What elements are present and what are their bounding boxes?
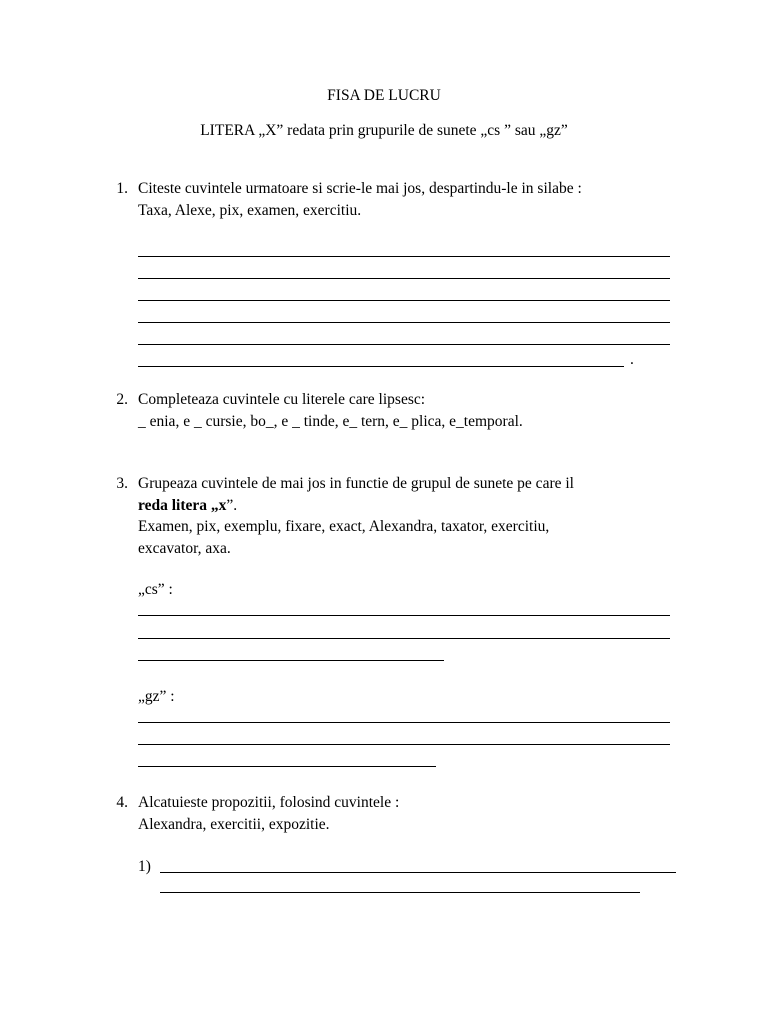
sentence-number: 1): [138, 858, 151, 875]
exercise-4-number: 4.: [116, 794, 128, 811]
exercise-2-number: 2.: [116, 391, 128, 408]
subtitle-prefix: LITERA „: [200, 122, 266, 139]
exercise-4-words: Alexandra, exercitii, expozitie.: [138, 816, 330, 833]
exercise-2-items: _ enia, e _ cursie, bo_, e _ tinde, e_ tern, e_ plica, e_temporal.: [138, 413, 523, 430]
exercise-1-words: Taxa, Alexe, pix, examen, exercitiu.: [138, 202, 362, 219]
answer-line[interactable]: [160, 892, 640, 893]
subtitle-rest: ” redata prin grupurile de sunete „cs ” sau „gz”: [276, 122, 568, 139]
answer-line[interactable]: [138, 256, 670, 257]
page-subtitle: [0, 121, 768, 141]
answer-line[interactable]: [138, 744, 670, 745]
exercise-3-instruction-end: ”.: [226, 497, 238, 514]
answer-line[interactable]: [138, 722, 670, 723]
exercise-3-words: Examen, pix, exemplu, fixare, exact, Alexandra, taxator, exercitiu,: [138, 518, 550, 535]
exercise-3-instruction: Grupeaza cuvintele de mai jos in functie de grupul de sunete pe care il: [138, 475, 574, 492]
answer-line[interactable]: [138, 638, 670, 639]
exercise-3-words-cont: excavator, axa.: [138, 540, 231, 557]
exercise-1-end-mark: .: [630, 351, 634, 368]
exercise-1-number: 1.: [116, 180, 128, 197]
answer-line[interactable]: [138, 660, 444, 661]
exercise-3-instruction-cont: [138, 496, 237, 516]
exercise-2-instruction: Completeaza cuvintele cu literele care lipsesc:: [138, 391, 426, 408]
answer-line[interactable]: [138, 615, 670, 616]
exercise-4-instruction: Alcatuieste propozitii, folosind cuvintele :: [138, 794, 400, 811]
answer-line[interactable]: [138, 366, 624, 367]
group-cs-label: „cs” :: [138, 581, 173, 598]
answer-line[interactable]: [138, 766, 436, 767]
answer-line[interactable]: [138, 300, 670, 301]
answer-line[interactable]: [160, 872, 676, 873]
subtitle-letter: X: [265, 122, 277, 139]
page-title: FISA DE LUCRU: [327, 87, 441, 104]
answer-line[interactable]: [138, 344, 670, 345]
exercise-3-instruction-bold: reda litera „x: [138, 497, 227, 514]
exercise-3-number: 3.: [116, 475, 128, 492]
exercise-1-instruction: Citeste cuvintele urmatoare si scrie-le mai jos, despartindu-le in silabe :: [138, 180, 582, 197]
group-gz-label: „gz” :: [138, 688, 175, 705]
answer-line[interactable]: [138, 278, 670, 279]
answer-line[interactable]: [138, 322, 670, 323]
